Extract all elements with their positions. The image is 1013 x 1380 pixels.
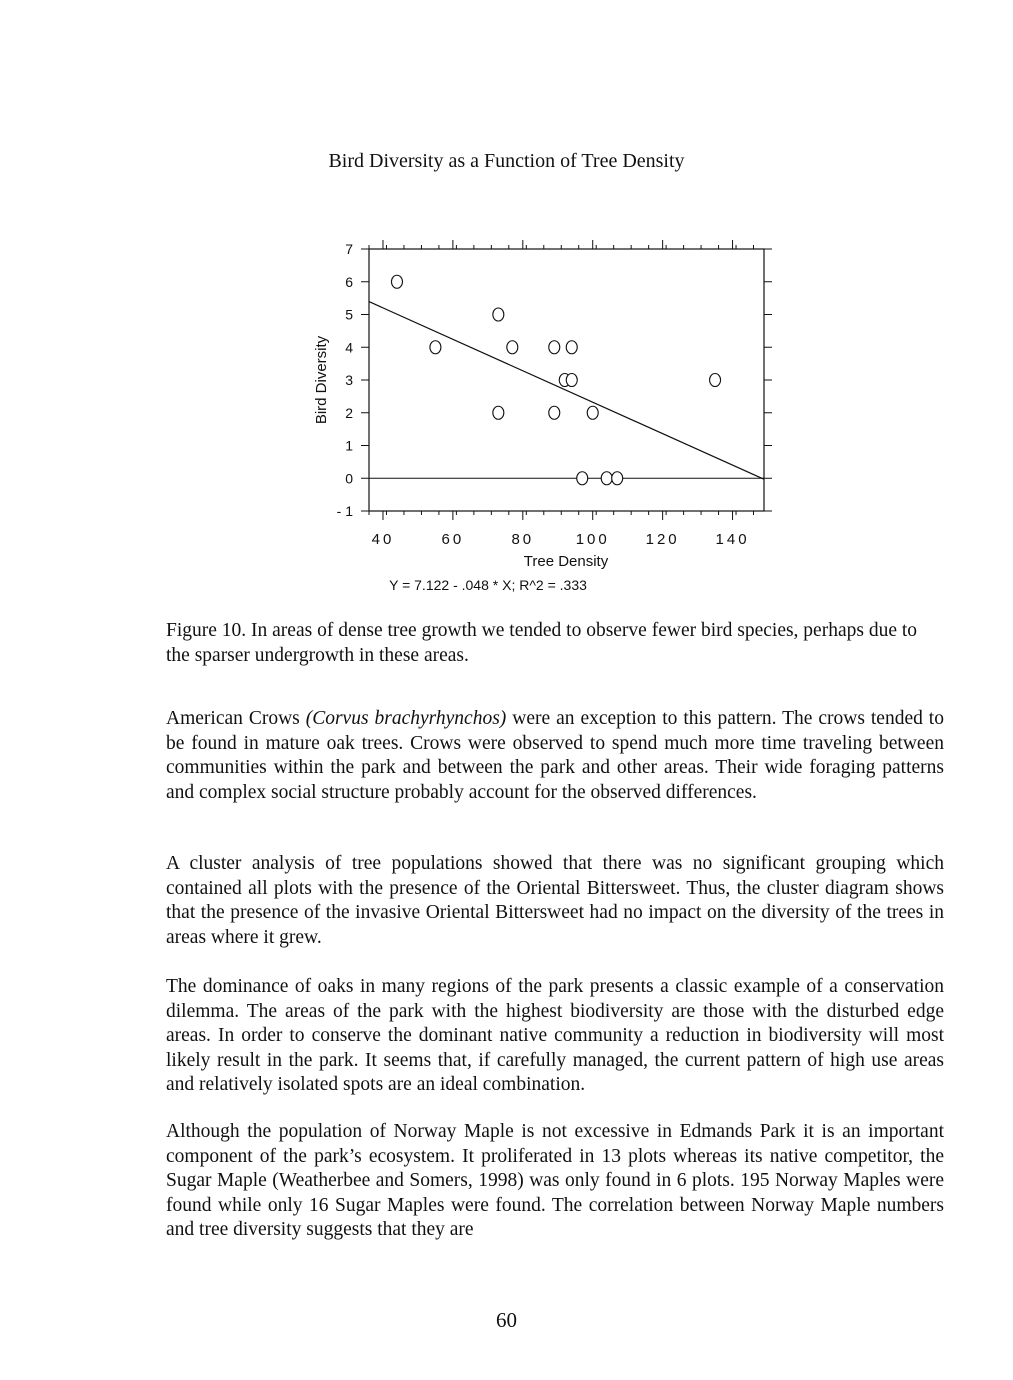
- data-point: [601, 472, 612, 485]
- data-point: [577, 472, 588, 485]
- data-point: [430, 341, 441, 354]
- scatter-chart: [0, 0, 1013, 600]
- x-tick-label: 40: [371, 531, 395, 548]
- paragraph-text: American Crows: [166, 708, 306, 729]
- paragraph-oak-dominance: The dominance of oaks in many regions of the park presents a classic example of a conservation dilemma. The areas of the park with the highest biodiversity are those with the disturbed edge areas. In order to conserve the dominant native community a reduction in biodiversity will most likely result in the park. It seems that, if carefully managed, the current pattern of high use areas and relatively isolated spots are an ideal combination.: [166, 976, 944, 1095]
- data-point: [493, 406, 504, 419]
- figure-caption: Figure 10. In areas of dense tree growth we tended to observe fewer bird species, perhaps due to the sparser undergrowth in these areas.: [166, 620, 918, 666]
- data-point: [612, 472, 623, 485]
- y-tick-label: 3: [345, 372, 353, 388]
- paragraph-text: were an exception to this pattern. The crows tended to be found in mature oak trees. Crows were observed to spend much more time traveling between communities within the park and between the park and other areas. Their wide foraging patterns and complex social structure probably account for the observed differences.: [166, 708, 944, 803]
- x-tick-label: 120: [645, 531, 680, 548]
- chart-title: Bird Diversity as a Function of Tree Density: [328, 150, 685, 172]
- y-tick-label: 7: [345, 241, 353, 257]
- paragraph-cluster-analysis: A cluster analysis of tree populations showed that there was no significant grouping which contained all plots with the presence of the Oriental Bittersweet. Thus, the cluster diagram shows that the presence of the invasive Oriental Bittersweet had no impact on the diversity of the trees in areas where it grew.: [166, 853, 944, 948]
- x-axis-label: Tree Density: [523, 553, 609, 570]
- data-point: [587, 406, 598, 419]
- data-point: [566, 374, 577, 387]
- paragraph-american-crows: [166, 707, 944, 805]
- x-tick-label: 140: [715, 531, 750, 548]
- x-tick-label: 80: [511, 531, 535, 548]
- y-tick-label: - 1: [336, 503, 353, 519]
- data-point: [566, 341, 577, 354]
- y-axis-label: Bird Diversity: [313, 335, 330, 425]
- data-point: [391, 275, 402, 288]
- x-tick-label: 100: [575, 531, 610, 548]
- y-tick-label: 6: [345, 273, 353, 290]
- y-tick-label: 1: [345, 437, 353, 454]
- data-point: [507, 341, 518, 354]
- x-tick-label: 60: [441, 531, 465, 548]
- y-tick-label: 0: [345, 470, 353, 487]
- data-point: [493, 308, 504, 321]
- regression-line: [369, 302, 764, 480]
- species-name: (Corvus brachyrhynchos): [305, 708, 507, 729]
- y-tick-label: 5: [345, 306, 353, 323]
- equation-label: Y = 7.122 - .048 * X; R^2 = .333: [389, 577, 587, 593]
- y-tick-label: 2: [345, 404, 353, 421]
- data-point: [549, 341, 560, 354]
- page-number: 60: [496, 1308, 517, 1332]
- data-point: [710, 374, 721, 387]
- y-tick-label: 4: [345, 339, 353, 356]
- paragraph-norway-maple: Although the population of Norway Maple is not excessive in Edmands Park it is an important component of the park’s ecosystem. It proliferated in 13 plots whereas its native competitor, the Sugar Maple (Weatherbee and Somers, 1998) was only found in 6 plots. 195 Norway Maples were found while only 16 Sugar Maples were found. The correlation between Norway Maple numbers and tree diversity suggests that they are: [166, 1121, 944, 1240]
- data-point: [549, 406, 560, 419]
